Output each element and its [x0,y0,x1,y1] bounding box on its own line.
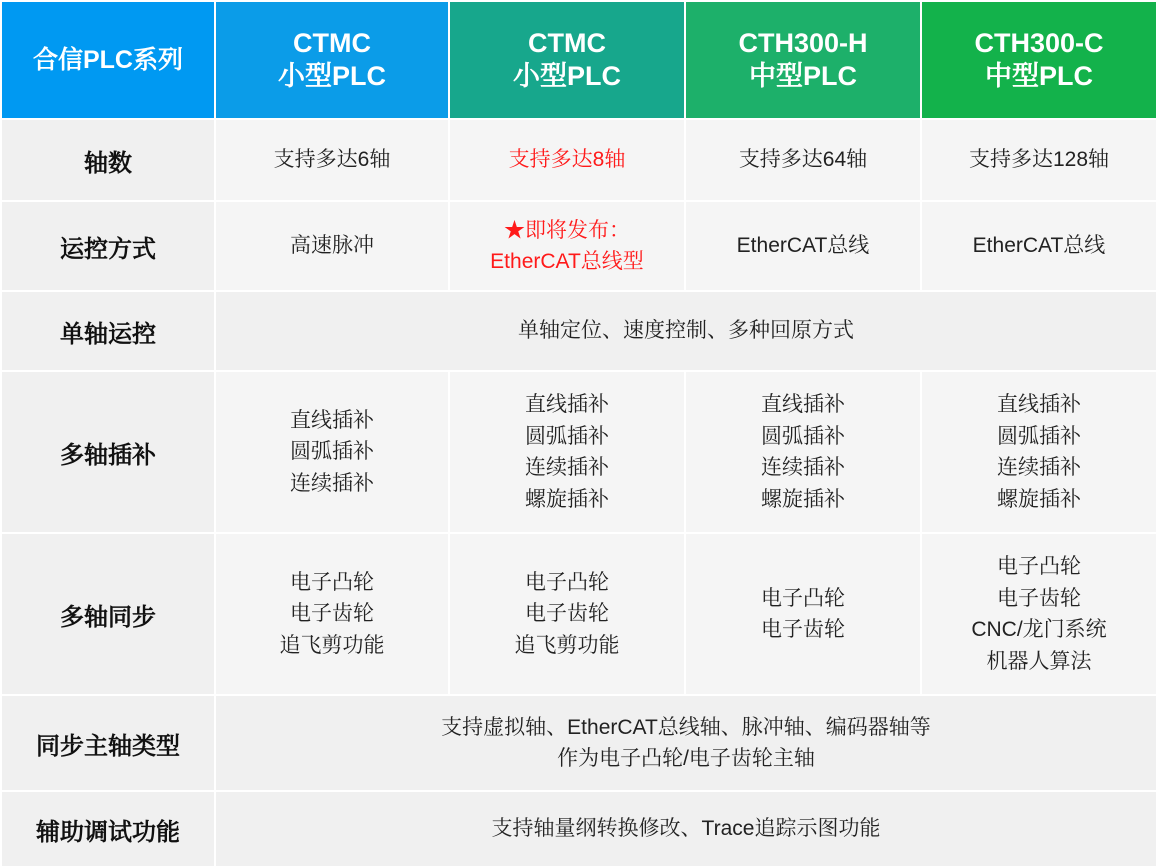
cell-mode-ctmc6 [215,201,449,291]
cell-line: 支持虚拟轴、EtherCAT总线轴、脉冲轴、编码器轴等 [441,715,931,739]
cell-interp-ctmc8 [449,371,685,533]
cell-line: 电子齿轮 [761,618,845,641]
cell-line: 螺旋插补 [525,487,609,511]
cell-line-highlight: EtherCAT总线型 [490,250,644,273]
cell-line: 电子凸轮 [761,586,845,610]
cell-line: 连续插补 [525,456,609,479]
cell-line: 追飞剪功能 [514,633,620,657]
row-label-master-axis-type: 同步主轴类型 [1,695,215,791]
cell-line-highlight: ★即将发布： [504,218,630,242]
header-col-ctmc-6axis [215,1,449,119]
cell-line: 电子凸轮 [525,570,609,594]
cell-sync-ctmc8 [449,533,685,695]
table-row [1,791,1156,867]
cell-line: 螺旋插补 [761,487,845,511]
table-row [1,119,1156,201]
row-label-interpolation: 多轴插补 [1,371,215,533]
header-sub-1: 小型PLC [278,61,386,91]
table-body [1,119,1156,867]
header-sub-4: 中型PLC [985,61,1093,91]
cell-line: 连续插补 [290,471,374,495]
cell-axes-cth300h [685,119,921,201]
cell-interp-cth300c [921,371,1156,533]
cell-single-axis-merged [215,291,1156,371]
row-label-axes: 轴数 [1,119,215,201]
header-series-label [1,1,215,119]
cell-mode-cth300c [921,201,1156,291]
cell-line: 连续插补 [997,456,1081,479]
table-row [1,533,1156,695]
cell-line: 圆弧插补 [290,440,374,464]
header-title-3: CTH300-H [738,28,868,59]
cell-line: 电子齿轮 [290,602,374,626]
cell-line: 连续插补 [761,456,845,479]
header-col-ctmc-8axis [449,1,685,119]
cell-line: 单轴定位、速度控制、多种回原方式 [518,319,854,343]
cell-sync-cth300h [685,533,921,695]
cell-line: 追飞剪功能 [279,633,385,657]
cell-line: 圆弧插补 [997,424,1081,448]
header-col-cth300c [921,1,1156,119]
cell-line: EtherCAT总线 [736,234,870,258]
header-col-cth300h [685,1,921,119]
header-title-1: CTMC [293,28,371,59]
cell-line: EtherCAT总线 [972,234,1106,258]
table-row [1,695,1156,791]
header-sub-2: 小型PLC [513,61,621,91]
cell-master-axis-merged [215,695,1156,791]
cell-line: 支持多达6轴 [273,148,391,172]
cell-line: 直线插补 [997,393,1081,416]
row-label-sync: 多轴同步 [1,533,215,695]
cell-interp-ctmc6 [215,371,449,533]
cell-axes-ctmc6 [215,119,449,201]
cell-line: 高速脉冲 [290,234,374,258]
row-label-debug-tools: 辅助调试功能 [1,791,215,867]
cell-line-highlight: 支持多达8轴 [508,148,626,172]
header-title-2: CTMC [528,28,606,59]
cell-line: 圆弧插补 [525,424,609,448]
cell-line: 电子齿轮 [997,586,1081,610]
table-row [1,201,1156,291]
header-sub-3: 中型PLC [749,61,857,91]
cell-line: 电子凸轮 [290,570,374,594]
cell-line: 支持多达64轴 [738,148,868,172]
cell-line: 电子凸轮 [997,555,1081,578]
cell-axes-cth300c [921,119,1156,201]
header-title-4: CTH300-C [974,28,1104,59]
cell-line: 电子齿轮 [525,602,609,626]
cell-line: 直线插补 [761,393,845,416]
cell-sync-ctmc6 [215,533,449,695]
cell-axes-ctmc8 [449,119,685,201]
cell-line: 支持多达128轴 [968,148,1110,172]
cell-debug-tools-merged [215,791,1156,867]
cell-mode-cth300h [685,201,921,291]
cell-line: 机器人算法 [986,649,1092,673]
cell-line: 直线插补 [525,393,609,416]
table-header [1,1,1156,119]
header-row [1,1,1156,119]
cell-interp-cth300h [685,371,921,533]
cell-line: 作为电子凸轮/电子齿轮主轴 [557,747,815,770]
header-title-0: 合信PLC系列 [32,45,183,74]
cell-mode-ctmc8 [449,201,685,291]
cell-line: CNC/龙门系统 [971,618,1107,641]
cell-line: 螺旋插补 [997,487,1081,511]
row-label-single-axis: 单轴运控 [1,291,215,371]
cell-line: 圆弧插补 [761,424,845,448]
table-row [1,291,1156,371]
cell-line: 直线插补 [290,408,374,432]
cell-sync-cth300c [921,533,1156,695]
cell-line: 支持轴量纲转换修改、Trace追踪示图功能 [491,817,881,841]
table-row [1,371,1156,533]
row-label-motion-mode: 运控方式 [1,201,215,291]
